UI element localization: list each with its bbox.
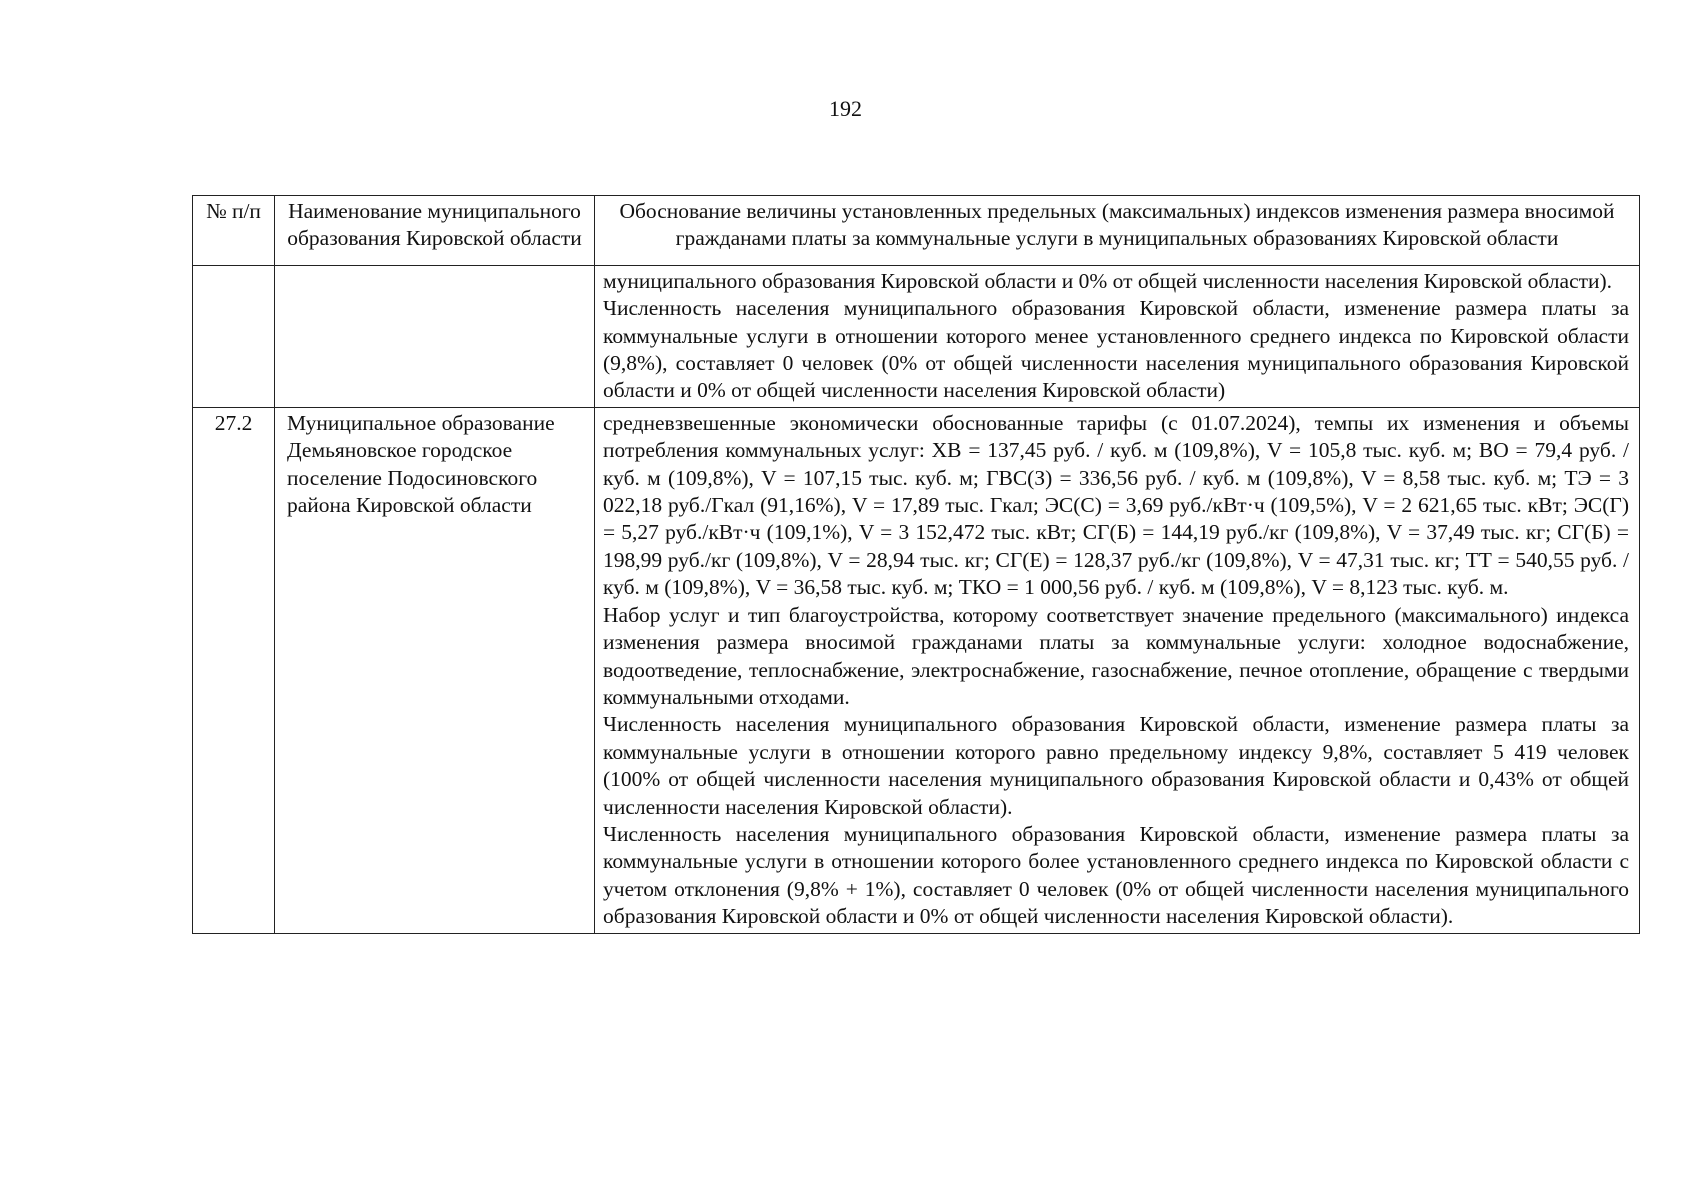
municipality-name-cell: Муниципальное образование Демьяновское городское поселение Подосиновского района Кировской области <box>275 407 595 933</box>
justification-paragraph: муниципального образования Кировской области и 0% от общей численности населения Кировской области). <box>603 268 1613 293</box>
justification-paragraph: Набор услуг и тип благоустройства, которому соответствует значение предельного (максимального) индекса изменения размера вносимой гражданами платы за коммунальные услуги: холодное водоснабжение, водоотведение, теплоснабжение, электроснабжение, газоснабжение, печное отопление, обращение с твердыми коммунальными отходами. <box>603 602 1629 709</box>
table-row <box>193 407 1640 933</box>
table-row <box>193 265 1640 407</box>
justification-paragraph: Численность населения муниципального образования Кировской области, изменение размера платы за коммунальные услуги в отношении которого более установленного среднего индекса по Кировской области с учетом отклонения (9,8% + 1%), составляет 0 человек (0% от общей численности населения муниципального образования Кировской области и 0% от общей численности населения Кировской области). <box>603 821 1629 929</box>
row-number-cell: 27.2 <box>193 407 275 933</box>
justification-cell <box>595 407 1640 933</box>
page-number: 192 <box>829 96 862 121</box>
justification-paragraph: средневзвешенные экономически обоснованные тарифы (с 01.07.2024), темпы их изменения и объемы потребления коммунальных услуг: ХВ = 137,45 руб. / куб. м (109,8%), V = 105,8 тыс. куб. м; ВО = 79,4 руб. / куб. м (109,8%), V = 107,15 тыс. куб. м; ГВС(З) = 336,56 руб. / куб. м (109,8%), V = 8,58 тыс. куб. м; ТЭ = 3 022,18 руб./Гкал (91,16%), V = 17,89 тыс. Гкал; ЭС(С) = 3,69 руб./кВт·ч (109,5%), V = 2 621,65 тыс. кВт; ЭС(Г) = 5,27 руб./кВт·ч (109,1%), V = 3 152,472 тыс. кВт; СГ(Б) = 144,19 руб./кг (109,8%), V = 37,49 тыс. кг; СГ(Б) = 198,99 руб./кг (109,8%), V = 28,94 тыс. кг; СГ(Е) = 128,37 руб./кг (109,8%), V = 47,31 тыс. кг; ТТ = 540,55 руб. / куб. м (109,8%), V = 36,58 тыс. куб. м; ТКО = 1 000,56 руб. / куб. м (109,8%), V = 8,123 тыс. куб. м. <box>603 410 1629 600</box>
justification-cell <box>595 265 1640 407</box>
justification-paragraph: Численность населения муниципального образования Кировской области, изменение размера платы за коммунальные услуги в отношении которого менее установленного среднего индекса по Кировской области (9,8%), составляет 0 человек (0% от общей численности населения муниципального образования Кировской области и 0% от общей численности населения Кировской области) <box>603 296 1629 403</box>
header-number: № п/п <box>193 196 275 266</box>
municipality-name-cell <box>275 265 595 407</box>
row-number-cell <box>193 265 275 407</box>
header-justification: Обоснование величины установленных предельных (максимальных) индексов изменения размера вносимой гражданами платы за коммунальные услуги в муниципальных образованиях Кировской области <box>595 196 1640 266</box>
justification-paragraph: Численность населения муниципального образования Кировской области, изменение размера платы за коммунальные услуги в отношении которого равно предельному индексу 9,8%, составляет 5 419 человек (100% от общей численности населения муниципального образования Кировской области и 0,43% от общей численности населения Кировской области). <box>603 712 1629 819</box>
header-municipality-name: Наименование муниципального образования Кировской области <box>275 196 595 266</box>
table-header-row <box>193 196 1640 266</box>
tariff-index-table <box>192 195 1640 934</box>
